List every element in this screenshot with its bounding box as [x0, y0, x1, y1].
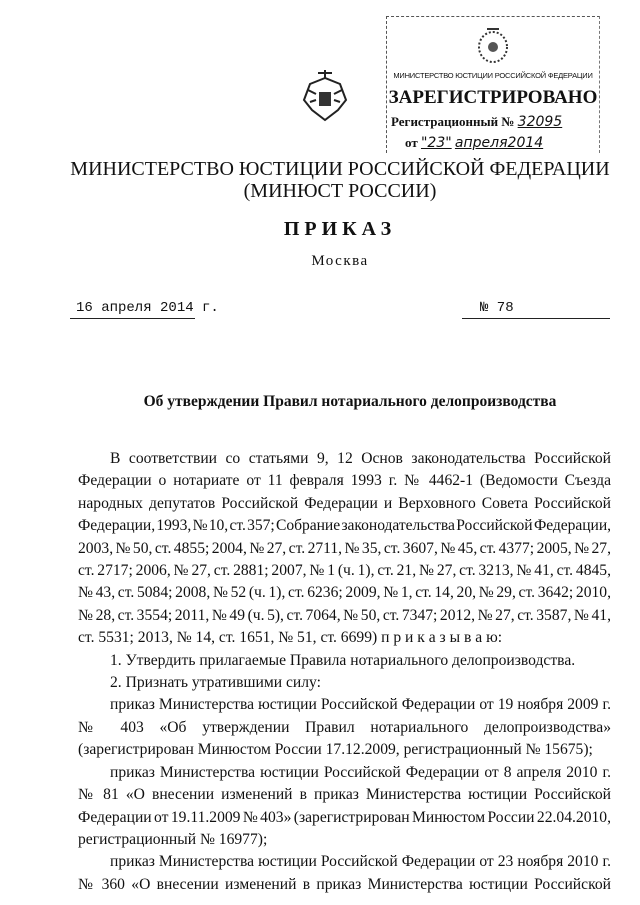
- body-line: 2. Признать утратившими силу:: [110, 674, 321, 692]
- stamp-ministry: МИНИСТЕРСТВО ЮСТИЦИИ РОССИЙСКОЙ ФЕДЕРАЦИИ: [393, 71, 593, 80]
- ministry-name: [0, 158, 640, 202]
- doc-type: ПРИКАЗ: [283, 218, 397, 240]
- body-line: № 81 «О внесении изменений в приказ Министерства юстиции Российской: [78, 786, 611, 804]
- document-title: Об утверждении Правил нотариального делопроизводства: [143, 393, 557, 410]
- stamp-registered: ЗАРЕГИСТРИРОВАНО: [388, 87, 598, 108]
- body-line: № 28, ст. 3554; 2011, № 49 (ч. 5), ст. 7064, № 50, ст. 7347; 2012, № 27, ст. 3587, № 41,: [78, 606, 611, 624]
- order-number: № 78: [480, 300, 514, 316]
- body-line: 2003, № 50, ст. 4855; 2004, № 27, ст. 2711, № 35, ст. 3607, № 45, ст. 4377; 2005, № 27,: [78, 539, 611, 557]
- body-line: регистрационный № 16977);: [78, 830, 268, 848]
- body-line: 1. Утвердить прилагаемые Правила нотариального делопроизводства.: [110, 651, 576, 669]
- body-line: ст. 2717; 2006, № 27, ст. 2881; 2007, № 1 (ч. 1), ст. 21, № 27, ст. 3213, № 41, ст. 4845,: [78, 562, 611, 580]
- body-line: ст. 5531; 2013, № 14, ст. 1651, № 51, ст. 6699) п р и к а з ы в а ю:: [78, 629, 503, 647]
- body-line: Федерации о нотариате от 11 февраля 1993 г. № 4462-1 (Ведомости Съезда: [78, 472, 611, 490]
- date-underline: [70, 318, 195, 319]
- stamp-date-year: 2014: [507, 135, 544, 151]
- body-line: приказ Министерства юстиции Российской Федерации от 23 ноября 2010 г.: [110, 853, 611, 871]
- stamp-date-prefix: от: [405, 135, 418, 150]
- city: Москва: [311, 253, 369, 269]
- body-line: (зарегистрирован Минюстом России 17.12.2009, регистрационный № 15675);: [78, 741, 593, 759]
- body-line: В соответствии со статьями 9, 12 Основ законодательства Российской: [110, 450, 611, 467]
- body-line: приказ Министерства юстиции Российской Федерации от 8 апреля 2010 г.: [110, 763, 611, 781]
- body-line: народных депутатов Российской Федерации и Верховного Совета Российской: [78, 494, 611, 512]
- order-date: 16 апреля 2014 г.: [76, 300, 219, 316]
- coat-of-arms-icon: [300, 70, 350, 125]
- ministry-line1: МИНИСТЕРСТВО ЮСТИЦИИ РОССИЙСКОЙ ФЕДЕРАЦИИ: [70, 158, 610, 180]
- body-line: приказ Министерства юстиции Российской Федерации от 19 ноября 2009 г.: [110, 696, 611, 714]
- document-body: [78, 448, 611, 896]
- body-line: Федерации от 19.11.2009 № 403» (зарегистрирован Минюстом России 22.04.2010,: [78, 808, 611, 826]
- stamp-date-month: апреля: [454, 135, 508, 151]
- stamp-reg-label: Регистрационный №: [391, 114, 515, 129]
- body-line: № 403 «Об утверждении Правил нотариального делопроизводства»: [78, 718, 611, 736]
- registration-stamp: [386, 16, 600, 153]
- stamp-reg-number: 32095: [517, 114, 563, 130]
- stamp-date-day: "23": [420, 135, 452, 151]
- body-line: № 360 «О внесении изменений в приказ Министерства юстиции Российской: [78, 875, 611, 893]
- body-line: № 43, ст. 5084; 2008, № 52 (ч. 1), ст. 6236; 2009, № 1, ст. 14, 20, № 29, ст. 3642; 2010,: [78, 584, 611, 602]
- emblem-icon: [475, 25, 511, 65]
- number-underline: [462, 318, 610, 319]
- ministry-line2: (МИНЮСТ РОССИИ): [243, 180, 437, 202]
- body-line: Федерации, 1993, № 10, ст. 357; Собрание законодательства Российской Федерации,: [78, 517, 611, 535]
